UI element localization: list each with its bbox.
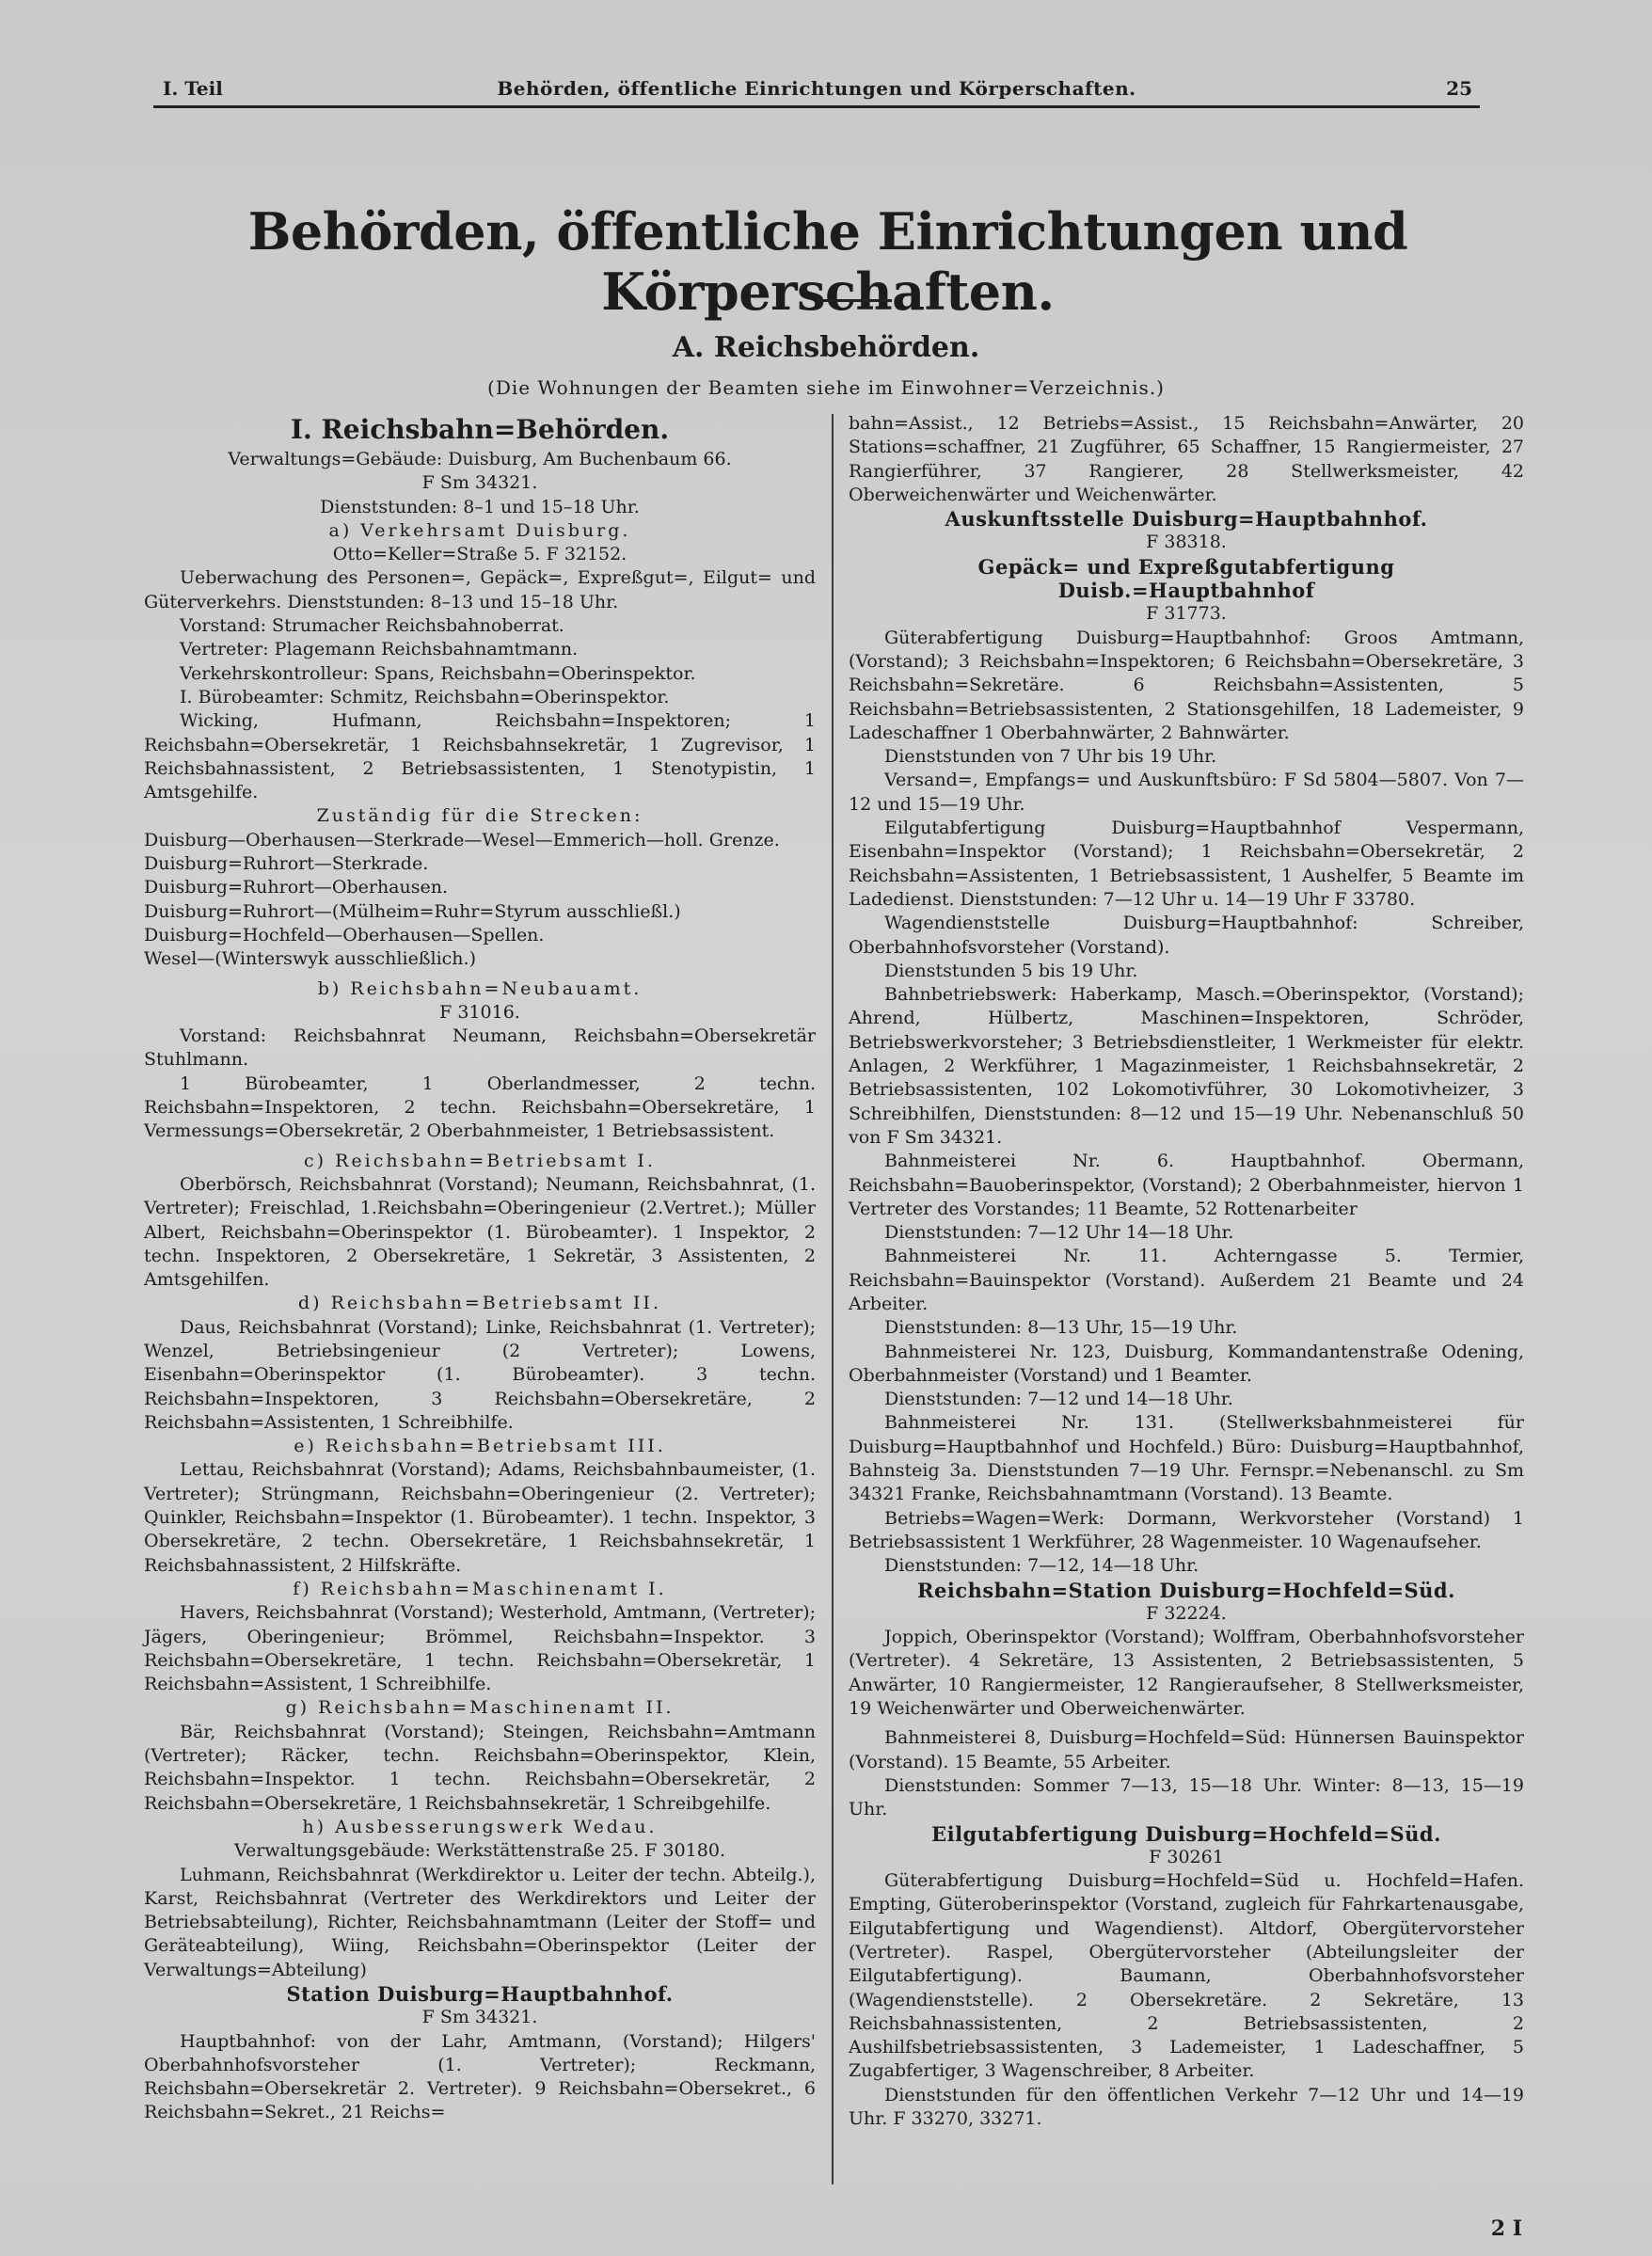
block-heading: Auskunftsstelle Duisburg=Hauptbahnhof. (945, 507, 1428, 532)
text-line: Dienststunden: 8–1 und 15–18 Uhr. (320, 496, 640, 517)
text-line: Verkehrskontrolleur: Spans, Reichsbahn=Oberinspektor. (180, 662, 696, 684)
text-line: Dienststunden für den öffentlichen Verkehr 7—12 Uhr und 14—19 Uhr. F 33270, 33271. (849, 2084, 1524, 2130)
text-line: Bahnmeisterei Nr. 123, Duisburg, Kommandantenstraße Odening, Oberbahnmeister (Vorstand) und 1 Beamter. (849, 1341, 1524, 1386)
text-line: Verwaltungs=Gebäude: Duisburg, Am Buchenbaum 66. (228, 449, 732, 469)
right-column (849, 412, 1524, 2131)
text-line: Zuständig für die Strecken: (316, 805, 643, 827)
block-heading: Reichsbahn=Station Duisburg=Hochfeld=Süd. (917, 1578, 1455, 1602)
column-divider (832, 414, 834, 2185)
text-line: b) Reichsbahn=Neubauamt. (317, 977, 643, 999)
block-heading: Eilgutabfertigung Duisburg=Hochfeld=Süd. (931, 1821, 1441, 1846)
text-line: F 38318. (1146, 532, 1227, 553)
text-line: g) Reichsbahn=Maschinenamt II. (285, 1697, 675, 1719)
text-line: Oberbörsch, Reichsbahnrat (Vorstand); Neumann, Reichsbahnrat, (1. Vertreter); Freischlad, 1.Reichsbahn=Oberingenieur (2.Vertret.); Müller Albert, Reichsbahn=Oberinspektor (1. Bürobeamter). 1 Inspektor, 2 techn. Inspektoren, 2 Obersekretäre, 1 Sekretär, 3 Assistenten, 2 Amtsgehilfen. (144, 1173, 816, 1291)
part-label: I. Teil (163, 77, 223, 100)
text-line: Ueberwachung des Personen=, Gepäck=, Expreßgut=, Eilgut= und Güterverkehrs. Dienststunden: 8–13 und 15–18 Uhr. (144, 567, 816, 612)
text-line: Güterabfertigung Duisburg=Hochfeld=Süd u. Hochfeld=Hafen. Empting, Güteroberinspektor (Vorstand, zugleich für Fahrkartenausgabe, Eilgutabfertigung und Wagendienst). Altdorf, Obergütervorsteher (Vertreter). Raspel, Obergütervorsteher (Abteilungsleiter der Eilgutabfertigung). Baumann, Oberbahnhofsvorsteher (Wagendienststelle). 2 Obersekretäre. 2 Sekretäre, 13 Reichsbahnassistenten, 2 Betriebsassistenten, 2 Aushilfsbetriebsassistenten, 3 Lademeister, 1 Ladeschaffner, 5 Zugabfertiger, 3 Wagenschreiber, 8 Arbeiter. (849, 1870, 1524, 2082)
text-line: Dienststunden 5 bis 19 Uhr. (884, 960, 1138, 981)
text-line: bahn=Assist., 12 Betriebs=Assist., 15 Reichsbahn=Anwärter, 20 Stations=schaffner, 21 Zugführer, 65 Schaffner, 15 Rangiermeister, 27 Rangierführer, 37 Rangierer, 28 Stellwerksmeister, 42 Oberweichenwärter und Weichenwärter. (849, 413, 1524, 505)
text-line: Duisburg=Ruhrort—Sterkrade. (144, 853, 429, 875)
page-title: Behörden, öffentliche Einrichtungen und Körperschaften. (247, 201, 1408, 322)
text-line: F 32224. (1146, 1602, 1227, 1624)
running-header (153, 77, 1480, 105)
text-line: Bahnmeisterei Nr. 6. Hauptbahnhof. Obermann, Reichsbahn=Bauoberinspektor, (Vorstand); 2 Oberbahnmeister, hiervon 1 Vertreter des Vorstandes; 11 Beamte, 52 Rottenarbeiter (849, 1151, 1524, 1219)
block-heading: I. Reichsbahn=Behörden. (290, 414, 670, 445)
text-line: Dienststunden: 7—12 Uhr 14—18 Uhr. (884, 1222, 1234, 1244)
text-line: Joppich, Oberinspektor (Vorstand); Wolffram, Oberbahnhofsvorsteher (Vertreter). 4 Sekretäre, 13 Assistenten, 2 Betriebsassistenten, 5 Anwärter, 10 Rangiermeister, 12 Rangieraufseher, 8 Stellwerksmeister, 19 Weichenwärter und Oberweichenwärter. (849, 1627, 1524, 1720)
block-heading: Gepäck= und Expreßgutabfertigung Duisb.=Hauptbahnhof (977, 554, 1395, 603)
text-line: F 30261 (1149, 1846, 1224, 1867)
text-line: Dienststunden: 8—13 Uhr, 15—19 Uhr. (884, 1317, 1238, 1339)
text-line: F Sm 34321. (421, 472, 538, 494)
text-line: Versand=, Empfangs= und Auskunftsbüro: F Sd 5804—5807. Von 7—12 und 15—19 Uhr. (849, 770, 1524, 815)
text-line: Dienststunden: Sommer 7—13, 15—18 Uhr. Winter: 8—13, 15—19 Uhr. (849, 1774, 1524, 1820)
text-line: Havers, Reichsbahnrat (Vorstand); Westerhold, Amtmann, (Vertreter); Jägers, Oberingenieur; Brömmel, Reichsbahn=Inspektor. 3 Reichsbahn=Obersekretäre, 1 techn. Reichsbahn=Obersekretär, 1 Reichsbahn=Assistent, 1 Schreibhilfe. (144, 1602, 816, 1695)
text-line: 1 Bürobeamter, 1 Oberlandmesser, 2 techn. Reichsbahn=Inspektoren, 2 techn. Reichsbahn=Obersekretäre, 1 Vermessungs=Obersekretär, 2 Oberbahnmeister, 1 Betriebsassistent. (144, 1072, 816, 1142)
text-line: Vertreter: Plagemann Reichsbahnamtmann. (180, 639, 579, 660)
text-line: Hauptbahnhof: von der Lahr, Amtmann, (Vorstand); Hilgers' Oberbahnhofsvorsteher (1. Vertreter); Reckmann, Reichsbahn=Obersekretär 2. Vertreter). 9 Reichsbahn=Obersekret., 6 Reichsbahn=Sekret., 21 Reichs= (144, 2030, 816, 2123)
text-line: Wicking, Hufmann, Reichsbahn=Inspektoren; 1 Reichsbahn=Obersekretär, 1 Reichsbahnsekretär, 1 Zugrevisor, 1 Reichsbahnassistent, 2 Betriebsassistenten, 1 Stenotypistin, 1 Amtsgehilfe. (144, 710, 816, 803)
text-line: Dienststunden: 7—12, 14—18 Uhr. (884, 1555, 1199, 1577)
text-line: F 31016. (439, 1001, 520, 1023)
left-column (144, 412, 816, 2125)
text-line: Betriebs=Wagen=Werk: Dormann, Werkvorsteher (Vorstand) 1 Betriebsassistent 1 Werkführer, 28 Wagenmeister. 10 Wagenaufseher. (849, 1507, 1524, 1552)
header-title: Behörden, öffentliche Einrichtungen und Körperschaften. (497, 77, 1136, 100)
text-line: d) Reichsbahn=Betriebsamt II. (298, 1293, 661, 1314)
text-line: Vorstand: Strumacher Reichsbahnoberrat. (180, 615, 564, 637)
text-line: Bär, Reichsbahnrat (Vorstand); Steingen, Reichsbahn=Amtmann (Vertreter); Räcker, techn. Reichsbahn=Oberinspektor, Klein, Reichsbahn=Inspektor. 1 techn. Reichsbahn=Obersekretär, 2 Reichsbahn=Obersekretäre, 1 Reichsbahnsekretär, 1 Schreibgehilfe. (144, 1721, 816, 1814)
section-heading: A. Reichsbehörden. (672, 331, 980, 364)
text-line: Otto=Keller=Straße 5. F 32152. (332, 544, 627, 565)
text-line: Bahnbetriebswerk: Haberkamp, Masch.=Oberinspektor, (Vorstand); Ahrend, Hülbertz, Maschinen=Inspektoren, Schröder, Betriebswerkvorsteher; 3 Betriebsdienstleiter, 1 Werkmeister für elektr. Anlagen, 2 Werkführer, 1 Magazinmeister, 1 Reichsbahnsekretär, 2 Betriebsassistenten, 102 Lokomotivführer, 30 Lokomotivheizer, 3 Schreibhilfen, Dienststunden: 8—12 und 15—19 Uhr. Nebenanschluß 50 von F Sm 34321. (849, 984, 1524, 1148)
text-line: Daus, Reichsbahnrat (Vorstand); Linke, Reichsbahnrat (1. Vertreter); Wenzel, Betriebsingenieur (2 Vertreter); Lowens, Eisenbahn=Oberinspektor (1. Bürobeamter). 3 techn. Reichsbahn=Inspektoren, 3 Reichsbahn=Obersekretäre, 2 Reichsbahn=Assistenten, 1 Schreibhilfe. (144, 1316, 816, 1433)
page-number: 25 (1446, 77, 1472, 100)
signature-mark: 2 I (1490, 2216, 1522, 2241)
text-line: a) Verkehrsamt Duisburg. (328, 519, 631, 541)
text-line: Luhmann, Reichsbahnrat (Werkdirektor u. Leiter der techn. Abteilg.), Karst, Reichsbahnrat (Vertreter des Werkdirektors und Leiter der Betriebsabteilung), Richter, Reichsbahnamtmann (Leiter der Stoff= und Geräteabteilung), Wiing, Reichsbahn=Oberinspektor (Leiter der Verwaltungs=Abteilung) (144, 1864, 816, 1980)
text-line: f) Reichsbahn=Maschinenamt I. (293, 1578, 667, 1599)
text-line: Güterabfertigung Duisburg=Hauptbahnhof: Groos Amtmann, (Vorstand); 3 Reichsbahn=Inspektoren; 6 Reichsbahn=Obersekretäre, 3 Reichsbahn=Sekretäre. 6 Reichsbahn=Assistenten, 5 Reichsbahn=Betriebsassistenten, 2 Stationsgehilfen, 18 Lademeister, 9 Ladeschaffner 1 Oberbahnwärter, 2 Bahnwärter. (849, 627, 1524, 743)
text-line: h) Ausbesserungswerk Wedau. (302, 1816, 658, 1837)
text-line: F Sm 34321. (421, 2007, 538, 2028)
text-line: Duisburg=Ruhrort—Oberhausen. (144, 877, 449, 898)
text-line: c) Reichsbahn=Betriebsamt I. (304, 1150, 656, 1171)
text-line: F 31773. (1146, 603, 1227, 625)
text-line: Dienststunden von 7 Uhr bis 19 Uhr. (884, 746, 1217, 768)
text-line: Lettau, Reichsbahnrat (Vorstand); Adams, Reichsbahnbaumeister, (1. Vertreter); Strüngmann, Reichsbahn=Oberingenieur (2. Vertreter); Quinkler, Reichsbahn=Inspektor (1. Bürobeamter). 1 techn. Inspektor, 3 Obersekretäre, 2 techn. Obersekretäre, 1 Reichsbahnsekretär, 1 Reichsbahnassistent, 2 Hilfskräfte. (144, 1459, 816, 1576)
block-heading: Station Duisburg=Hauptbahnhof. (286, 1982, 674, 2006)
text-line: Bahnmeisterei Nr. 131. (Stellwerksbahnmeisterei für Duisburg=Hauptbahnhof und Hochfeld.) Büro: Duisburg=Hauptbahnhof, Bahnsteig 3a. Dienststunden 7—19 Uhr. Fernspr.=Nebenanschl. zu Sm 34321 Franke, Reichsbahnamtmann (Vorstand). 13 Beamte. (849, 1412, 1524, 1505)
text-line: Duisburg=Hochfeld—Oberhausen—Spellen. (144, 924, 545, 945)
text-line: Wagendienststelle Duisburg=Hauptbahnhof: Schreiber, Oberbahnhofsvorsteher (Vorstand). (849, 913, 1524, 958)
text-line: Bahnmeisterei Nr. 11. Achterngasse 5. Termier, Reichsbahn=Bauinspektor (Vorstand). Außerdem 21 Beamte und 24 Arbeiter. (849, 1246, 1524, 1314)
text-line: Bahnmeisterei 8, Duisburg=Hochfeld=Süd: Hünnersen Bauinspektor (Vorstand). 15 Beamte, 55 Arbeiter. (849, 1727, 1524, 1772)
text-line: Duisburg=Ruhrort—(Mülheim=Ruhr=Styrum ausschließl.) (144, 900, 681, 922)
section-note: (Die Wohnungen der Beamten siehe im Einwohner=Verzeichnis.) (487, 376, 1165, 399)
text-line: Wesel—(Winterswyk ausschließlich.) (144, 948, 476, 970)
header-rule (153, 105, 1480, 108)
text-line: I. Bürobeamter: Schmitz, Reichsbahn=Oberinspektor. (180, 686, 670, 707)
text-line: Vorstand: Reichsbahnrat Neumann, Reichsbahn=Obersekretär Stuhlmann. (144, 1025, 816, 1071)
text-line: Eilgutabfertigung Duisburg=Hauptbahnhof Vespermann, Eisenbahn=Inspektor (Vorstand); 1 Reichsbahn=Obersekretär, 2 Reichsbahn=Assistenten, 1 Betriebsassistent, 1 Aushelfer, 5 Beamte im Ladedienst. Dienststunden: 7—12 Uhr u. 14—19 Uhr F 33780. (849, 818, 1524, 910)
text-line: e) Reichsbahn=Betriebsamt III. (294, 1436, 666, 1457)
title-divider (817, 299, 892, 302)
text-line: Dienststunden: 7—12 und 14—18 Uhr. (884, 1389, 1233, 1410)
text-line: Duisburg—Oberhausen—Sterkrade—Wesel—Emmerich—holl. Grenze. (144, 829, 780, 850)
text-line: Verwaltungsgebäude: Werkstättenstraße 25. F 30180. (234, 1840, 725, 1862)
